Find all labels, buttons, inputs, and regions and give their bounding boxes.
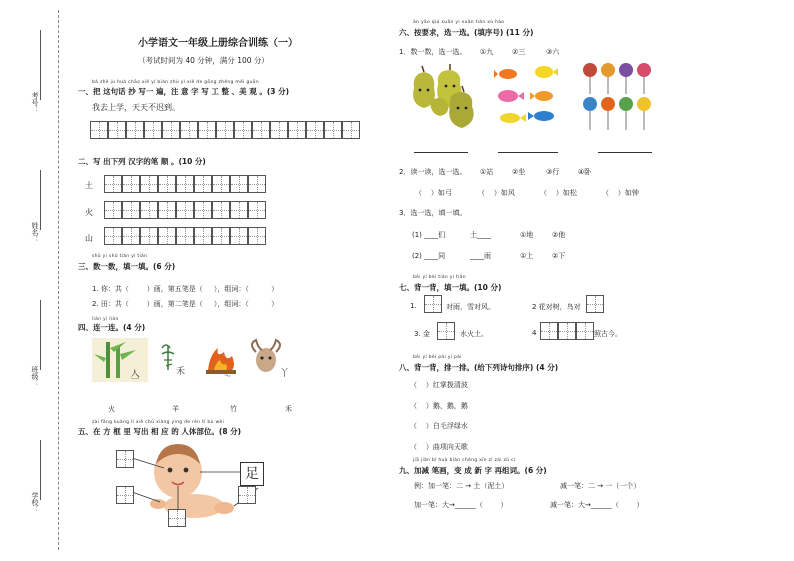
class-rule — [40, 300, 41, 370]
s7-item-3-text: 水火土。 — [460, 330, 488, 338]
s5-heading: 五、在 方 框 里 写出 相 应 的 人体部位。(8 分) — [78, 427, 242, 436]
s6-q2-opt-2[interactable]: ②坐 — [512, 168, 526, 176]
s9-pinyin: jiā jiǎn bǐ huà biàn chéng xīn zì zài zǔ cí — [413, 458, 516, 463]
s3-line-2[interactable]: 2. 田：共（ ）画，第二笔是（ ），组词：（ ） — [92, 300, 279, 308]
s5-pinyin: zài fāng kuàng lǐ xiě chū xiàng yìng de rén tǐ bù wèi — [92, 420, 225, 425]
s9-task-sub[interactable]: 减一笔：大→______（ ） — [550, 501, 644, 509]
s6-q1-opt-3[interactable]: ③六 — [546, 48, 560, 56]
s6-q1-answer-line-1[interactable] — [414, 152, 468, 153]
s2-grid-huo[interactable] — [104, 201, 266, 219]
s5-box-head[interactable] — [116, 450, 134, 468]
svg-text:亼: 亼 — [130, 370, 140, 381]
s7-item-4-box[interactable] — [540, 322, 594, 340]
s5-box-foot[interactable] — [238, 486, 256, 504]
s2-heading: 二、写 出下列 汉字的笔 顺 。(10 分) — [78, 157, 206, 166]
s7-item-2-box[interactable] — [586, 295, 604, 313]
s1-writing-grid[interactable] — [90, 121, 360, 139]
s6-q1-opt-1[interactable]: ①九 — [480, 48, 494, 56]
s2-grid-shan[interactable] — [104, 227, 266, 245]
s6-q3-opt-2a[interactable]: ①上 — [520, 252, 534, 260]
s6-q2-text: 2．读一读，选一选。 — [399, 168, 467, 176]
s6-q3-line-1b[interactable]: 土____ — [470, 231, 491, 239]
s2-grid-tu[interactable] — [104, 175, 266, 193]
s1-pinyin: bǎ zhè jù huà chāo xiě yí biàn zhù yì xiě de gōng zhěng měi guān — [92, 80, 259, 85]
s6-q1-answer-line-3[interactable] — [598, 152, 652, 153]
s3-pinyin: shǔ yi shǔ tián yì tián — [92, 254, 148, 259]
s6-q2-blank-3[interactable]: （ ）如松 — [540, 189, 577, 197]
s9-task-add[interactable]: 加一笔：大→______（ ） — [414, 501, 508, 509]
s4-word-zhu[interactable]: 竹 — [230, 405, 237, 413]
s8-line-4[interactable]: （ ）曲项向天歌 — [410, 443, 468, 451]
s9-heading: 九、加减 笔画，变 成 新 字 再组词。(6 分) — [399, 466, 547, 475]
s6-q2-opt-4[interactable]: ④卧 — [578, 168, 592, 176]
exam-number-label: 考号： — [31, 92, 39, 113]
fish-picture — [494, 62, 564, 128]
s2-char-huo: 火 — [85, 208, 93, 217]
svg-text:禾: 禾 — [176, 367, 186, 377]
binding-line — [58, 10, 59, 550]
s7-item-3-box[interactable] — [437, 322, 455, 340]
s6-q2-opt-1[interactable]: ①站 — [480, 168, 494, 176]
s7-item-2-text: 2 花对树，鸟对 — [532, 303, 581, 311]
school-label: 学校： — [31, 492, 39, 513]
s8-heading: 八、背一背，排一排。(给下列诗句排序) (4 分) — [399, 363, 559, 372]
lollipops-picture — [582, 60, 658, 136]
s6-q3-text: 3．选一选，填一填。 — [399, 209, 467, 217]
class-label: 班级： — [31, 366, 39, 387]
school-rule — [40, 440, 41, 500]
s8-line-1[interactable]: （ ）红掌拨清波 — [410, 381, 468, 389]
s6-heading: 六、按要求，选一选。(填序号) (11 分) — [399, 28, 534, 37]
bamboo-picture — [92, 338, 148, 382]
svg-text:〜: 〜 — [224, 372, 231, 380]
svg-text:丫: 丫 — [280, 369, 290, 379]
s7-item-4-text: 照古今。 — [594, 330, 622, 338]
s4-word-he[interactable]: 禾 — [285, 405, 292, 413]
s6-q3-opt-1b[interactable]: ②他 — [552, 231, 566, 239]
s4-word-yang[interactable]: 羊 — [172, 405, 179, 413]
s9-example-add: 例：加一笔：二 → 土（泥土） — [414, 482, 509, 490]
s8-line-2[interactable]: （ ）鹅，鹅，鹅 — [410, 402, 468, 410]
s8-pinyin: bèi yi bèi pái yi pái — [413, 355, 462, 360]
s1-sentence: 我去上学，天天不迟到。 — [92, 103, 180, 112]
s6-q3-opt-2b[interactable]: ②下 — [552, 252, 566, 260]
s7-item-1-box[interactable] — [424, 295, 442, 313]
s5-box-hand[interactable] — [116, 486, 134, 504]
pears-picture — [408, 60, 482, 132]
name-rule — [40, 170, 41, 230]
fire-picture — [202, 340, 242, 380]
grain-picture — [152, 340, 198, 380]
s9-example-sub: 减一笔：二 → 一（一个） — [560, 482, 641, 490]
s6-q1-answer-line-2[interactable] — [498, 152, 558, 153]
s7-heading: 七、背一背，填一填。(10 分) — [399, 283, 502, 292]
s4-word-huo[interactable]: 火 — [108, 405, 115, 413]
s1-heading: 一、把 这句话 抄 写一 遍，注 意 字 写 工 整 、美 观 。(3 分) — [78, 87, 290, 96]
s7-item-1-text: 对雨，雪对风。 — [446, 303, 495, 311]
s5-sample-char: 足 — [240, 462, 264, 486]
s6-q3-line-2b[interactable]: ____雨 — [470, 252, 491, 260]
s7-item-3-label: 3. 金 — [414, 330, 430, 338]
s4-heading: 四、连一连。(4 分) — [78, 323, 146, 332]
s6-q2-blank-1[interactable]: （ ）如弓 — [415, 189, 452, 197]
page-title: 小学语文一年级上册综合训练（一） — [138, 38, 298, 49]
s3-heading: 三、数一数，填一填。(6 分) — [78, 262, 176, 271]
exam-number-rule — [40, 30, 41, 100]
s6-q3-line-2a[interactable]: (2) ____同 — [412, 252, 446, 260]
s6-q3-opt-1a[interactable]: ①地 — [520, 231, 534, 239]
s7-pinyin: bèi yi bèi tián yi tián — [413, 275, 466, 280]
s6-q2-blank-4[interactable]: （ ）如钟 — [602, 189, 639, 197]
s6-q2-opt-3[interactable]: ③行 — [546, 168, 560, 176]
name-label: 姓名： — [31, 222, 39, 243]
goat-picture — [246, 338, 292, 382]
s7-item-1-label: 1. — [410, 302, 417, 310]
s2-char-shan: 山 — [85, 234, 93, 243]
s7-item-4-label: 4 — [532, 329, 537, 337]
s3-line-1[interactable]: 1. 你：共（ ）画，第五笔是（ ），组词：（ ） — [92, 285, 279, 293]
s6-q3-line-1a[interactable]: (1) ____们 — [412, 231, 446, 239]
exam-info: （考试时间为 40 分钟，满分 100 分） — [138, 56, 269, 65]
s6-q1-text: 1．数一数，选一选。 — [399, 48, 467, 56]
s6-pinyin: àn yāo qiú xuǎn yi xuǎn tián xù hào — [413, 20, 505, 25]
s6-q2-blank-2[interactable]: （ ）如风 — [478, 189, 515, 197]
s2-char-tu: 土 — [85, 181, 93, 190]
s8-line-3[interactable]: （ ）白毛浮绿水 — [410, 422, 468, 430]
s6-q1-opt-2[interactable]: ②三 — [512, 48, 526, 56]
s5-box-mouth[interactable] — [168, 509, 186, 527]
s4-pinyin: lián yi lián — [92, 317, 119, 322]
